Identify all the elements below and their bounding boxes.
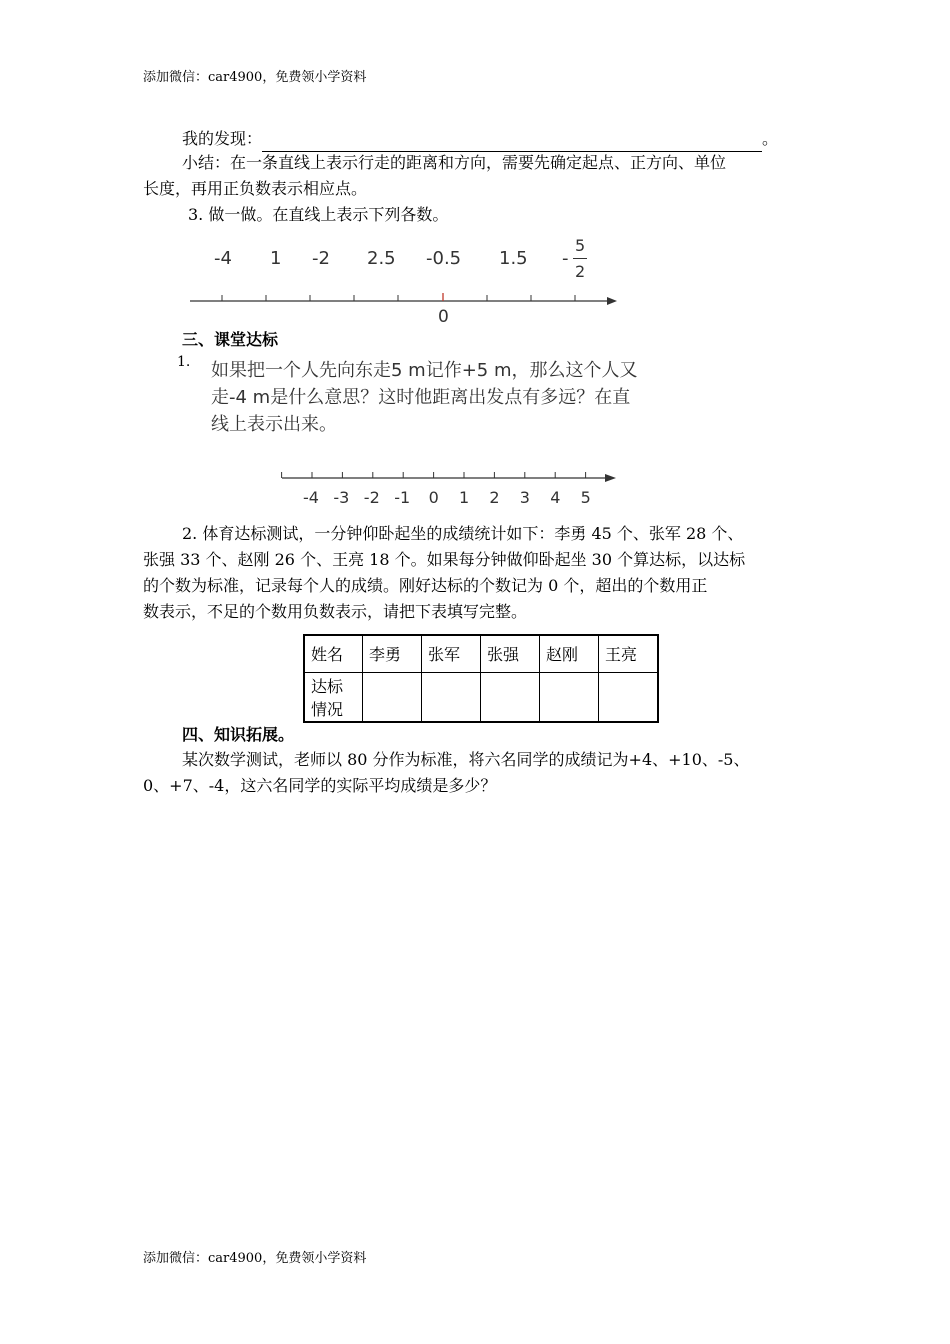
header-note: 添加微信：car4900，免费领小学资料 — [143, 70, 367, 85]
table-input-cell[interactable] — [599, 672, 659, 722]
ext-line-1: 某次数学测试，老师以 80 分作为标准，将六名同学的成绩记为+4、+10、-5、 — [182, 750, 750, 769]
section4-title: 四、知识拓展。 — [182, 725, 295, 744]
axis-tick-label: -3 — [333, 488, 350, 507]
q1-line-1: 如果把一个人先向东走5 m记作+5 m，那么这个人又 — [211, 360, 638, 381]
q2-line-2: 张强 33 个、赵刚 26 个、王亮 18 个。如果每分钟做仰卧起坐 30 个算达标，以达标 — [143, 550, 746, 569]
table-header-cell: 王亮 — [599, 635, 659, 672]
table-input-cell[interactable] — [363, 672, 422, 722]
section3-title: 三、课堂达标 — [182, 330, 279, 349]
number-line-1 — [185, 288, 625, 310]
table-input-cell[interactable] — [540, 672, 599, 722]
fraction-numerator: 5 — [575, 236, 586, 255]
fraction-denominator: 2 — [575, 262, 586, 281]
axis-tick-label: -4 — [303, 488, 319, 507]
number-line-2 — [278, 466, 623, 490]
axis-tick-label: 4 — [550, 488, 561, 507]
table-header-cell: 张强 — [481, 635, 540, 672]
table-header-cell: 赵刚 — [540, 635, 599, 672]
discovery-line — [182, 126, 778, 152]
q1-line-3: 线上表示出来。 — [211, 414, 337, 435]
axis-tick-label: 3 — [519, 488, 530, 507]
fraction-sign: - — [562, 248, 569, 269]
axis-tick-label: 2 — [489, 488, 500, 507]
table-header-cell: 姓名 — [304, 635, 363, 672]
axis-tick-label: 5 — [580, 488, 591, 507]
discovery-end: 。 — [762, 129, 779, 148]
row-label-line-1: 达标 — [311, 676, 344, 696]
origin-label: 0 — [438, 307, 449, 327]
q2-line-1: 2. 体育达标测试，一分钟仰卧起坐的成绩统计如下：李勇 45 个、张军 28 个、 — [182, 524, 744, 543]
fraction-bar — [573, 258, 587, 259]
axis-tick-label: -1 — [394, 488, 411, 507]
axis-tick-label: 0 — [428, 488, 439, 507]
summary-line-2: 长度，再用正负数表示相应点。 — [143, 179, 368, 198]
q2-line-4: 数表示，不足的个数用负数表示，请把下表填写完整。 — [143, 602, 528, 621]
item3-text: 3. 做一做。在直线上表示下列各数。 — [188, 205, 449, 224]
table-row — [304, 635, 658, 672]
number-value: 2.5 — [367, 248, 396, 269]
table-header-cell: 张军 — [422, 635, 481, 672]
q1-number: 1. — [177, 354, 191, 370]
axis-arrow — [607, 297, 617, 305]
table-input-cell[interactable] — [481, 672, 540, 722]
row-label-line-2: 情况 — [311, 699, 344, 719]
axis-tick-label: 1 — [459, 488, 470, 507]
row-label-cell — [304, 672, 363, 722]
table-input-cell[interactable] — [422, 672, 481, 722]
number-value: -2 — [312, 248, 330, 269]
number-value: 1.5 — [499, 248, 528, 269]
axis-tick-label: -2 — [363, 488, 380, 507]
number-value: 1 — [270, 248, 282, 269]
number-value: -0.5 — [426, 248, 462, 269]
q2-line-3: 的个数为标准，记录每个人的成绩。刚好达标的个数记为 0 个，超出的个数用正 — [143, 576, 708, 595]
table-row — [304, 672, 658, 722]
q1-line-2: 走-4 m是什么意思？这时他距离出发点有多远？在直 — [211, 387, 631, 408]
discovery-label: 我的发现： — [182, 129, 263, 148]
table-header-cell: 李勇 — [363, 635, 422, 672]
ext-line-2: 0、+7、-4，这六名同学的实际平均成绩是多少？ — [143, 776, 497, 795]
axis-arrow — [605, 474, 616, 482]
number-value: -4 — [214, 248, 232, 269]
footer-note: 添加微信：car4900，免费领小学资料 — [143, 1251, 367, 1266]
summary-line-1: 小结：在一条直线上表示行走的距离和方向，需要先确定起点、正方向、单位 — [182, 153, 727, 172]
score-table — [303, 634, 659, 723]
